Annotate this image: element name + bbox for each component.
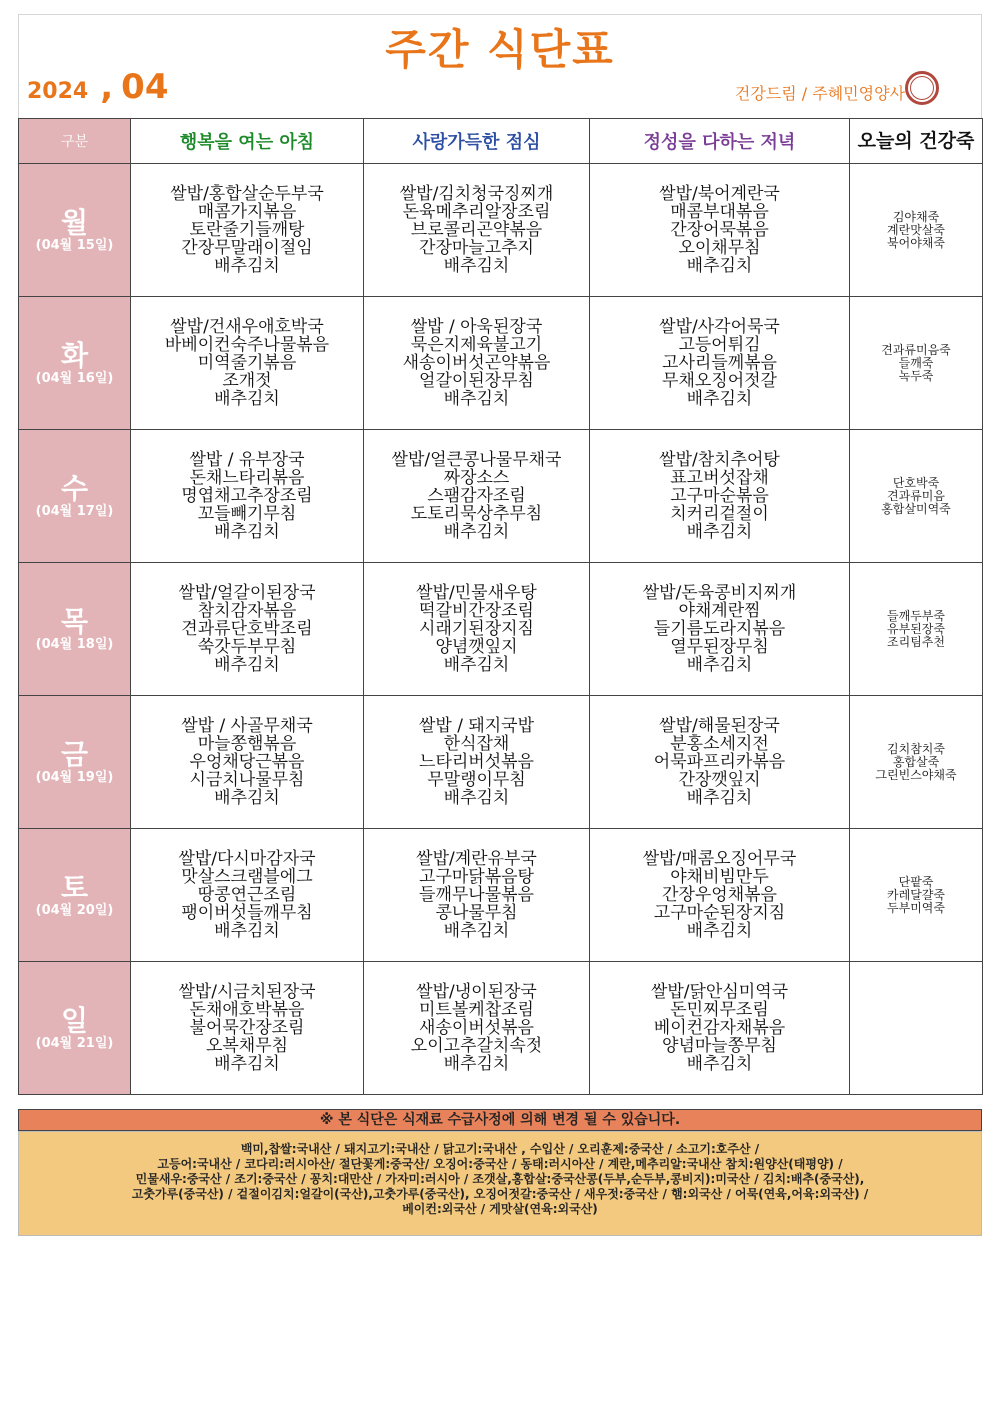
porridge-cell: 단팥죽 카레달걀죽 두부미역죽 bbox=[850, 829, 983, 962]
porridge-cell: 김치참치죽 홍합살죽 그린빈스야채죽 bbox=[850, 696, 983, 829]
origin-line: 고춧가루(중국산) / 겉절이김치:얼갈이(국산),고춧가루(중국산), 오징어젓갈:중국산 / 새우젓:중국산 / 햄:외국산 / 어묵(연육,어육:외국산) / bbox=[131, 1187, 869, 1201]
comma: , bbox=[100, 67, 114, 107]
origin-info bbox=[18, 1131, 982, 1236]
porridge-cell bbox=[850, 962, 983, 1095]
day-cell bbox=[19, 430, 131, 563]
page-title: 주간 식단표 bbox=[385, 25, 615, 74]
lunch-cell: 쌀밥 / 아욱된장국 묵은지제육불고기 새송이버섯곤약볶음 얼갈이된장무침 배추김치 bbox=[364, 297, 590, 430]
origin-line: 민물새우:중국산 / 조기:중국산 / 꽁치:대만산 / 가자미:러시아 / 조갯살,홍합살:중국산콩(두부,순두부,콩비지):미국산 / 김치:배추(중국산), bbox=[135, 1172, 865, 1186]
dinner-cell: 쌀밥/사각어묵국 고등어튀김 고사리들께볶음 무채오징어젓갈 배추김치 bbox=[590, 297, 850, 430]
year: 2024 bbox=[27, 79, 89, 104]
header-breakfast: 행복을 여는 아침 bbox=[131, 119, 364, 164]
lunch-cell: 쌀밥/김치청국징찌개 돈육메추리알장조림 브로콜리곤약볶음 간장마늘고추지 배추김치 bbox=[364, 164, 590, 297]
menu-table bbox=[18, 118, 983, 1095]
day-cell bbox=[19, 297, 131, 430]
day-name: 목 bbox=[60, 604, 89, 638]
day-name: 토 bbox=[60, 870, 89, 904]
dinner-cell: 쌀밥/매콤오징어무국 야채비빔만두 간장우엉채볶음 고구마순된장지짐 배추김치 bbox=[590, 829, 850, 962]
lunch-cell: 쌀밥/민물새우탕 떡갈비간장조림 시래기된장지짐 양념깻잎지 배추김치 bbox=[364, 563, 590, 696]
author-label: 건강드림 / 주혜민영양사 bbox=[734, 84, 905, 103]
day-cell bbox=[19, 563, 131, 696]
dinner-cell: 쌀밥/해물된장국 분홍소세지전 어묵파프리카볶음 간장깻잎지 배추김치 bbox=[590, 696, 850, 829]
day-cell bbox=[19, 962, 131, 1095]
dinner-cell: 쌀밥/닭안심미역국 돈민찌무조림 베이컨감자채볶음 양념마늘쫑무침 배추김치 bbox=[590, 962, 850, 1095]
breakfast-cell: 쌀밥/얼갈이된장국 참치감자볶음 견과류단호박조림 쑥갓두부무침 배추김치 bbox=[131, 563, 364, 696]
header-lunch: 사랑가득한 점심 bbox=[364, 119, 590, 164]
day-cell bbox=[19, 696, 131, 829]
lunch-cell: 쌀밥/얼큰콩나물무채국 짜장소스 스팸감자조림 도토리묵상추무침 배추김치 bbox=[364, 430, 590, 563]
day-name: 화 bbox=[60, 338, 89, 372]
breakfast-cell: 쌀밥/건새우애호박국 바베이컨숙주나물볶음 미역줄기볶음 조개젓 배추김치 bbox=[131, 297, 364, 430]
notice: ※ 본 식단은 식재료 수급사정에 의해 변경 될 수 있습니다. bbox=[18, 1109, 982, 1131]
breakfast-cell: 쌀밥 / 사골무채국 마늘쫑햄볶음 우엉채당근볶음 시금치나물무침 배추김치 bbox=[131, 696, 364, 829]
porridge-cell: 김야채죽 계란맛살죽 북어야채죽 bbox=[850, 164, 983, 297]
day-name: 수 bbox=[60, 471, 89, 505]
day-cell bbox=[19, 164, 131, 297]
day-name: 금 bbox=[60, 737, 89, 771]
dinner-cell: 쌀밥/북어계란국 매콤부대볶음 간장어묵볶음 오이채무침 배추김치 bbox=[590, 164, 850, 297]
day-date: (04월 20일) bbox=[35, 902, 114, 918]
origin-line: 고등어:국내산 / 코다리:러시아산/ 절단꽃게:중국산/ 오징어:중국산 / 동태:러시아산 / 계란,메추리알:국내산 참치:원양산(태평양) / bbox=[157, 1157, 843, 1171]
porridge-cell: 들깨두부죽 유부된장죽 조리팀추천 bbox=[850, 563, 983, 696]
day-cell bbox=[19, 829, 131, 962]
day-row bbox=[19, 297, 983, 430]
origin-line: 베이컨:외국산 / 게맛살(연육:외국산) bbox=[402, 1202, 598, 1216]
header-dinner: 정성을 다하는 저녁 bbox=[590, 119, 850, 164]
month: 04 bbox=[121, 67, 169, 107]
menu-body bbox=[19, 164, 983, 1095]
lunch-cell: 쌀밥/계란유부국 고구마닭볶음탕 들깨무나물볶음 콩나물무침 배추김치 bbox=[364, 829, 590, 962]
lunch-cell: 쌀밥 / 돼지국밥 한식잡채 느타리버섯볶음 무말랭이무침 배추김치 bbox=[364, 696, 590, 829]
breakfast-cell: 쌀밥/다시마감자국 맛살스크램블에그 땅콩연근조림 팽이버섯들깨무침 배추김치 bbox=[131, 829, 364, 962]
stamp-logo bbox=[905, 71, 939, 105]
day-date: (04월 19일) bbox=[35, 769, 114, 785]
day-name: 월 bbox=[60, 205, 89, 239]
breakfast-cell: 쌀밥 / 유부장국 돈채느타리볶음 명엽채고추장조림 꼬들빼기무침 배추김치 bbox=[131, 430, 364, 563]
day-row bbox=[19, 962, 983, 1095]
porridge-cell: 견과류미음죽 들깨죽 녹두죽 bbox=[850, 297, 983, 430]
day-date: (04월 16일) bbox=[35, 370, 114, 386]
lunch-cell: 쌀밥/냉이된장국 미트볼케찹조림 새송이버섯볶음 오이고추갈치속젓 배추김치 bbox=[364, 962, 590, 1095]
porridge-cell: 단호박죽 견과류미음 홍합살미역죽 bbox=[850, 430, 983, 563]
stamp-inner bbox=[910, 76, 934, 100]
origin-line: 백미,찹쌀:국내산 / 돼지고기:국내산 / 닭고기:국내산 , 수입산 / 오리훈제:중국산 / 소고기:호주산 / bbox=[240, 1142, 760, 1156]
day-date: (04월 17일) bbox=[35, 503, 114, 519]
day-date: (04월 15일) bbox=[35, 237, 114, 253]
day-row bbox=[19, 829, 983, 962]
dinner-cell: 쌀밥/참치추어탕 표고버섯잡채 고구마순볶음 치커리겉절이 배추김치 bbox=[590, 430, 850, 563]
header bbox=[18, 14, 982, 118]
day-row bbox=[19, 430, 983, 563]
dinner-cell: 쌀밥/돈육콩비지찌개 야채계란찜 들기름도라지볶음 열무된장무침 배추김치 bbox=[590, 563, 850, 696]
year-month bbox=[27, 67, 168, 107]
day-row bbox=[19, 164, 983, 297]
day-row bbox=[19, 563, 983, 696]
day-date: (04월 18일) bbox=[35, 636, 114, 652]
header-porridge: 오늘의 건강죽 bbox=[850, 119, 983, 164]
day-date: (04월 21일) bbox=[35, 1035, 114, 1051]
header-row bbox=[19, 119, 983, 164]
breakfast-cell: 쌀밥/시금치된장국 돈채애호박볶음 불어묵간장조림 오복채무침 배추김치 bbox=[131, 962, 364, 1095]
header-gubun: 구분 bbox=[19, 119, 131, 164]
day-name: 일 bbox=[60, 1003, 89, 1037]
day-row bbox=[19, 696, 983, 829]
breakfast-cell: 쌀밥/홍합살순두부국 매콤가지볶음 토란줄기들깨탕 간장무말래이절임 배추김치 bbox=[131, 164, 364, 297]
